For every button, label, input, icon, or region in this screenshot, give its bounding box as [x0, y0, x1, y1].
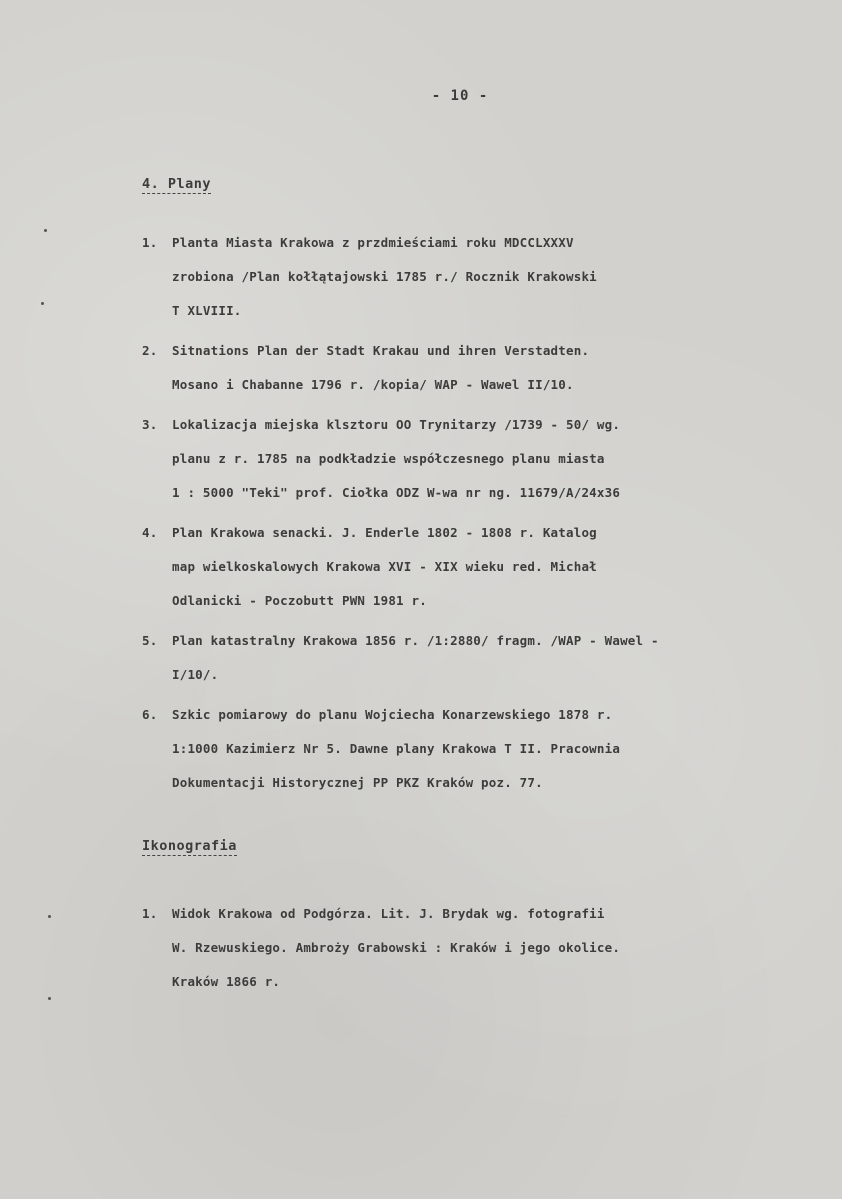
item-line: 1:1000 Kazimierz Nr 5. Dawne plany Krakowa T II. Pracownia [172, 741, 621, 756]
item-line: W. Rzewuskiego. Ambroży Grabowski : Kraków i jego okolice. [172, 940, 621, 955]
item-line: Planta Miasta Krakowa z przdmieściami roku MDCCLXXXV [172, 235, 574, 250]
item-line: Sitnations Plan der Stadt Krakau und ihren Verstadten. [172, 343, 590, 358]
section-heading-plany: 4. Plany [142, 176, 212, 192]
margin-punch-mark [44, 229, 47, 232]
item-line: Mosano i Chabanne 1796 r. /kopia/ WAP - Wawel II/10. [172, 377, 574, 392]
list-item [142, 226, 802, 328]
item-line: map wielkoskalowych Krakowa XVI - XIX wieku red. Michał [172, 559, 597, 574]
item-number: 5. [142, 633, 158, 648]
item-number: 1. [142, 906, 158, 921]
list-item [142, 624, 802, 692]
item-number: 3. [142, 417, 158, 432]
item-line: Dokumentacji Historycznej PP PKZ Kraków poz. 77. [172, 775, 543, 790]
item-line: Widok Krakowa od Podgórza. Lit. J. Brydak wg. fotografii [172, 906, 605, 921]
item-line: 1 : 5000 "Teki" prof. Ciołka ODZ W-wa nr ng. 11679/A/24x36 [172, 485, 621, 500]
section-heading-ikonografia: Ikonografia [142, 838, 237, 854]
list-item [142, 897, 802, 999]
list-item [142, 334, 802, 402]
list-item [142, 516, 802, 618]
item-line: T XLVIII. [172, 303, 242, 318]
margin-punch-mark [48, 915, 51, 918]
item-number: 2. [142, 343, 158, 358]
item-number: 4. [142, 525, 158, 540]
item-line: Lokalizacja miejska klsztoru OO Trynitarzy /1739 - 50/ wg. [172, 417, 621, 432]
list-item [142, 698, 802, 800]
plany-list [142, 226, 802, 800]
item-line: Odlanicki - Poczobutt PWN 1981 r. [172, 593, 427, 608]
margin-punch-mark [48, 997, 51, 1000]
item-line: planu z r. 1785 na podkładzie współczesnego planu miasta [172, 451, 605, 466]
item-line: Plan katastralny Krakowa 1856 r. /1:2880/ fragm. /WAP - Wawel - [172, 633, 659, 648]
item-line: Szkic pomiarowy do planu Wojciecha Konarzewskiego 1878 r. [172, 707, 613, 722]
item-line: Plan Krakowa senacki. J. Enderle 1802 - 1808 r. Katalog [172, 525, 597, 540]
ikonografia-list [142, 897, 802, 999]
margin-punch-mark [41, 302, 44, 305]
item-number: 1. [142, 235, 158, 250]
item-line: zrobiona /Plan kołłątajowski 1785 r./ Rocznik Krakowski [172, 269, 597, 284]
page-number: - 10 - [431, 88, 489, 104]
item-number: 6. [142, 707, 158, 722]
item-line: I/10/. [172, 667, 219, 682]
item-line: Kraków 1866 r. [172, 974, 281, 989]
list-item [142, 408, 802, 510]
